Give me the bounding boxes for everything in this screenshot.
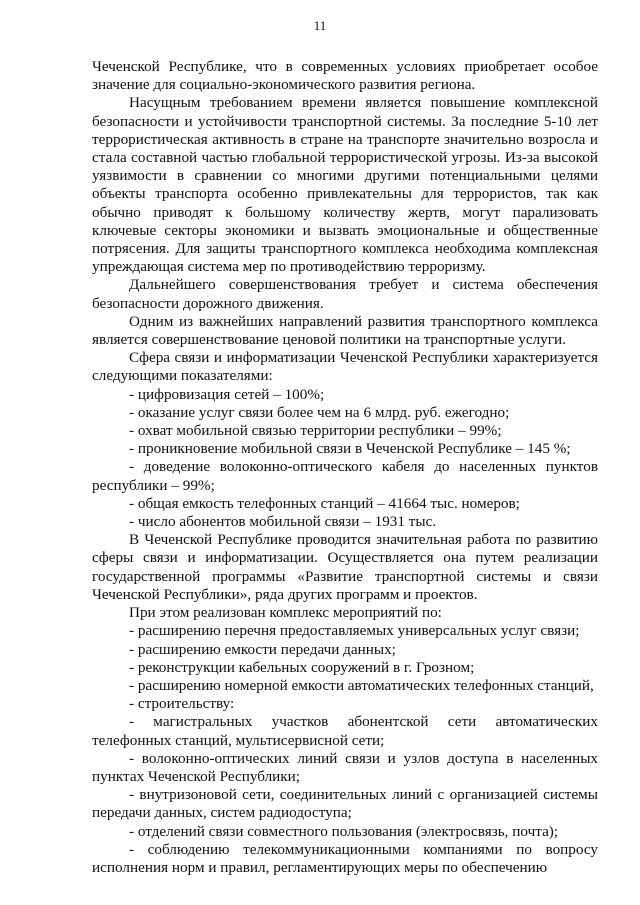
list-item: - расширению номерной емкости автоматических телефонных станций,	[129, 676, 594, 694]
list-item: - реконструкции кабельных сооружений в г. Грозном;	[129, 658, 475, 676]
list-item: - цифровизация сетей – 100%;	[129, 385, 325, 403]
list-item: - соблюдению телекоммуникационными компаниями по вопросу исполнения норм и правил, регламентирующих меры по обеспечению	[92, 840, 598, 876]
list-item: - число абонентов мобильной связи – 1931 тыс.	[129, 513, 437, 531]
list-item: - общая емкость телефонных станций – 41664 тыс. номеров;	[129, 494, 520, 512]
list-item: - оказание услуг связи более чем на 6 млрд. руб. ежегодно;	[129, 403, 510, 421]
paragraph: Чеченской Республике, что в современных условиях приобретает особое значение для социально-экономического развития региона.	[92, 58, 598, 94]
paragraph: Насущным требованием времени является повышение комплексной безопасности и устойчивости транспортной системы. За последние 5-10 лет террористическая активность в стране на транспорте значительно возросла и стала составной частью глобальной террористической угрозы. Из-за высокой уязвимости в сравнении со многими другими потенциальными целями объекты транспорта особенно привлекательны для террористов, так как обычно приводят к большому количеству жертв, могут парализовать ключевые секторы экономики и вызвать эмоциональные и общественные потрясения. Для защиты транспортного комплекса необходима комплексная упреждающая система мер по противодействию терроризму.	[92, 94, 598, 276]
list-item: - магистральных участков абонентской сети автоматических телефонных станций, мультисервисной сети;	[92, 713, 598, 749]
paragraph: При этом реализован комплекс мероприятий по:	[129, 604, 442, 622]
paragraph: В Чеченской Республике проводится значительная работа по развитию сферы связи и информатизации. Осуществляется она путем реализации государственной программы «Развитие транспортной системы и связи Чеченской Республики», ряда других программ и проектов.	[92, 531, 598, 603]
list-item: - расширению перечня предоставляемых универсальных услуг связи;	[129, 622, 580, 640]
list-item: - отделений связи совместного пользования (электросвязь, почта);	[129, 822, 559, 840]
list-item: - доведение волоконно-оптического кабеля до населенных пунктов республики – 99%;	[92, 458, 598, 494]
list-item: - внутризоновой сети, соединительных линий с организацией системы передачи данных, систем радиодоступа;	[92, 786, 598, 822]
list-item: - расширению емкости передачи данных;	[129, 640, 396, 658]
page-number: 11	[313, 18, 327, 33]
document-body	[92, 58, 598, 877]
list-item: - волоконно-оптических линий связи и узлов доступа в населенных пунктах Чеченской Республики;	[92, 749, 598, 785]
list-item: - строительству:	[129, 695, 235, 713]
list-item: - проникновение мобильной связи в Чеченской Республике – 145 %;	[129, 440, 571, 458]
paragraph: Дальнейшего совершенствования требует и система обеспечения безопасности дорожного движения.	[92, 276, 598, 312]
paragraph: Сфера связи и информатизации Чеченской Республики характеризуется следующими показателями:	[92, 349, 598, 385]
list-item: - охват мобильной связью территории республики – 99%;	[129, 422, 502, 440]
paragraph: Одним из важнейших направлений развития транспортного комплекса является совершенствование ценовой политики на транспортные услуги.	[92, 312, 598, 349]
